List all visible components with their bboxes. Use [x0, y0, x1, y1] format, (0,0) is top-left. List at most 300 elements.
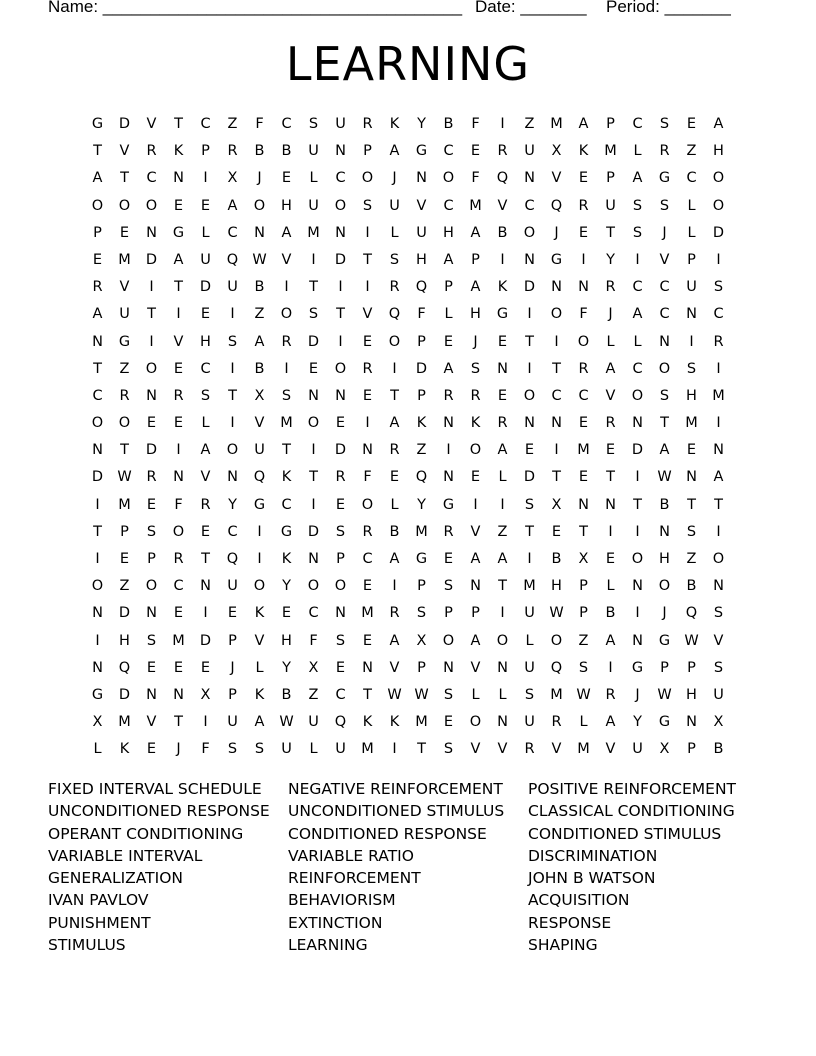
grid-letter[interactable]: R	[362, 360, 373, 377]
grid-letter[interactable]: K	[389, 116, 400, 132]
grid-letter[interactable]: R	[92, 279, 103, 296]
grid-letter[interactable]: T	[579, 523, 588, 540]
grid-letter[interactable]: U	[632, 741, 643, 758]
grid-letter[interactable]: I	[500, 496, 505, 513]
grid-letter[interactable]: H	[686, 686, 697, 703]
grid-letter[interactable]: K	[281, 551, 292, 567]
grid-letter[interactable]: R	[146, 469, 157, 486]
grid-letter[interactable]: X	[308, 659, 319, 676]
grid-letter[interactable]: I	[608, 523, 613, 540]
grid-letter[interactable]: G	[415, 143, 428, 160]
grid-letter[interactable]: A	[497, 551, 508, 567]
grid-letter[interactable]: S	[308, 306, 319, 323]
grid-letter[interactable]: O	[361, 170, 374, 187]
grid-letter[interactable]: E	[173, 197, 184, 214]
grid-letter[interactable]: P	[687, 251, 696, 268]
grid-letter[interactable]: E	[470, 143, 481, 160]
grid-letter[interactable]: B	[254, 360, 265, 377]
grid-letter[interactable]: L	[498, 686, 507, 703]
grid-letter[interactable]: N	[173, 469, 184, 486]
grid-letter[interactable]: F	[255, 116, 264, 132]
grid-letter[interactable]: O	[91, 197, 104, 214]
grid-letter[interactable]: E	[335, 496, 346, 513]
grid-letter[interactable]: N	[686, 306, 697, 323]
grid-letter[interactable]: S	[632, 224, 643, 241]
grid-letter[interactable]: C	[335, 170, 346, 187]
grid-letter[interactable]: D	[334, 442, 347, 459]
grid-letter[interactable]: N	[335, 605, 346, 622]
grid-letter[interactable]: E	[173, 659, 184, 676]
grid-letter[interactable]: I	[365, 279, 370, 296]
grid-letter[interactable]: Y	[282, 578, 291, 595]
grid-letter[interactable]: V	[362, 306, 373, 323]
grid-letter[interactable]: N	[659, 333, 670, 350]
grid-letter[interactable]: I	[365, 415, 370, 432]
grid-letter[interactable]: E	[362, 632, 373, 649]
grid-letter[interactable]: E	[605, 442, 616, 459]
grid-letter[interactable]: D	[199, 632, 212, 649]
grid-letter[interactable]: P	[93, 224, 102, 241]
grid-letter[interactable]: X	[227, 170, 238, 187]
grid-letter[interactable]: P	[579, 578, 588, 595]
grid-letter[interactable]: L	[606, 333, 615, 350]
grid-letter[interactable]: E	[497, 387, 508, 404]
grid-letter[interactable]: V	[659, 251, 670, 268]
grid-letter[interactable]: V	[470, 523, 481, 540]
grid-letter[interactable]: P	[336, 551, 345, 567]
grid-letter[interactable]: K	[362, 714, 373, 731]
grid-letter[interactable]: V	[281, 251, 292, 268]
grid-letter[interactable]: Y	[417, 496, 426, 513]
grid-letter[interactable]: S	[659, 387, 670, 404]
grid-letter[interactable]: T	[606, 224, 615, 241]
grid-letter[interactable]: I	[716, 251, 721, 268]
grid-letter[interactable]: Q	[415, 279, 428, 296]
grid-letter[interactable]: J	[662, 605, 667, 622]
grid-letter[interactable]: N	[497, 360, 508, 377]
grid-letter[interactable]: P	[606, 170, 615, 187]
grid-letter[interactable]: T	[147, 306, 156, 323]
grid-letter[interactable]: E	[362, 387, 373, 404]
grid-letter[interactable]: F	[471, 116, 480, 132]
grid-letter[interactable]: C	[200, 360, 211, 377]
grid-letter[interactable]: H	[281, 632, 292, 649]
grid-letter[interactable]: T	[552, 469, 561, 486]
grid-letter[interactable]: P	[417, 387, 426, 404]
grid-letter[interactable]: F	[363, 469, 372, 486]
grid-letter[interactable]: R	[524, 741, 535, 758]
grid-letter[interactable]: C	[551, 387, 562, 404]
period-field-label[interactable]: Period: _______	[606, 0, 731, 16]
grid-letter[interactable]: J	[230, 659, 235, 676]
grid-letter[interactable]: C	[146, 170, 157, 187]
grid-letter[interactable]: T	[606, 469, 615, 486]
word-search-grid[interactable]	[84, 111, 732, 764]
grid-letter[interactable]: Z	[227, 116, 238, 132]
grid-letter[interactable]: V	[119, 143, 130, 160]
grid-letter[interactable]: I	[95, 632, 100, 649]
grid-letter[interactable]: L	[633, 333, 642, 350]
grid-letter[interactable]: O	[91, 415, 104, 432]
grid-letter[interactable]: E	[281, 605, 292, 622]
grid-letter[interactable]: G	[496, 306, 509, 323]
grid-letter[interactable]: R	[335, 469, 346, 486]
grid-letter[interactable]: R	[497, 143, 508, 160]
grid-letter[interactable]: O	[307, 578, 320, 595]
grid-letter[interactable]: T	[174, 714, 183, 731]
grid-letter[interactable]: F	[174, 496, 183, 513]
grid-letter[interactable]: N	[443, 659, 454, 676]
grid-letter[interactable]: U	[524, 714, 535, 731]
grid-letter[interactable]: L	[687, 224, 696, 241]
grid-letter[interactable]: N	[632, 578, 643, 595]
grid-letter[interactable]: O	[253, 578, 266, 595]
grid-letter[interactable]: L	[309, 741, 318, 758]
grid-letter[interactable]: H	[551, 578, 562, 595]
grid-letter[interactable]: H	[470, 306, 481, 323]
grid-letter[interactable]: P	[417, 578, 426, 595]
grid-letter[interactable]: E	[173, 605, 184, 622]
grid-letter[interactable]: S	[659, 116, 670, 132]
grid-letter[interactable]: B	[389, 523, 400, 540]
grid-letter[interactable]: I	[527, 306, 532, 323]
grid-letter[interactable]: N	[335, 387, 346, 404]
grid-letter[interactable]: Q	[550, 659, 563, 676]
grid-letter[interactable]: T	[120, 170, 129, 187]
grid-letter[interactable]: A	[389, 143, 400, 160]
grid-letter[interactable]: Q	[118, 659, 131, 676]
grid-letter[interactable]: N	[551, 415, 562, 432]
grid-letter[interactable]: B	[713, 741, 724, 758]
grid-letter[interactable]: A	[389, 415, 400, 432]
grid-letter[interactable]: X	[578, 551, 589, 567]
grid-letter[interactable]: U	[389, 197, 400, 214]
grid-letter[interactable]: M	[550, 116, 563, 132]
grid-letter[interactable]: R	[389, 605, 400, 622]
grid-letter[interactable]: Q	[550, 197, 563, 214]
grid-letter[interactable]: A	[605, 632, 616, 649]
grid-letter[interactable]: V	[416, 197, 427, 214]
grid-letter[interactable]: G	[658, 632, 671, 649]
grid-letter[interactable]: V	[254, 632, 265, 649]
grid-letter[interactable]: V	[146, 116, 157, 132]
grid-letter[interactable]: G	[658, 714, 671, 731]
grid-letter[interactable]: L	[633, 143, 642, 160]
grid-letter[interactable]: D	[118, 605, 131, 622]
grid-letter[interactable]: E	[686, 116, 697, 132]
grid-letter[interactable]: E	[443, 714, 454, 731]
grid-letter[interactable]: T	[309, 469, 318, 486]
grid-letter[interactable]: Q	[496, 170, 509, 187]
grid-letter[interactable]: I	[635, 469, 640, 486]
grid-letter[interactable]: B	[659, 496, 670, 513]
grid-letter[interactable]: J	[257, 170, 262, 187]
grid-letter[interactable]: S	[524, 686, 535, 703]
grid-letter[interactable]: G	[658, 170, 671, 187]
grid-letter[interactable]: D	[415, 360, 428, 377]
grid-letter[interactable]: B	[686, 578, 697, 595]
grid-letter[interactable]: C	[443, 197, 454, 214]
grid-letter[interactable]: J	[635, 686, 640, 703]
grid-letter[interactable]: E	[578, 224, 589, 241]
grid-letter[interactable]: W	[657, 686, 672, 703]
grid-letter[interactable]: G	[172, 224, 185, 241]
grid-letter[interactable]: P	[120, 523, 129, 540]
grid-letter[interactable]: U	[524, 143, 535, 160]
grid-letter[interactable]: X	[551, 496, 562, 513]
grid-letter[interactable]: A	[497, 442, 508, 459]
grid-letter[interactable]: N	[227, 469, 238, 486]
grid-letter[interactable]: C	[200, 116, 211, 132]
grid-letter[interactable]: L	[579, 714, 588, 731]
grid-letter[interactable]: H	[659, 551, 670, 567]
grid-letter[interactable]: V	[173, 333, 184, 350]
grid-letter[interactable]: I	[230, 415, 235, 432]
grid-letter[interactable]: N	[173, 170, 184, 187]
grid-letter[interactable]: K	[281, 469, 292, 486]
grid-letter[interactable]: N	[470, 578, 481, 595]
grid-letter[interactable]: F	[309, 632, 318, 649]
grid-letter[interactable]: U	[308, 143, 319, 160]
grid-letter[interactable]: O	[253, 197, 266, 214]
grid-letter[interactable]: N	[92, 333, 103, 350]
grid-letter[interactable]: I	[500, 605, 505, 622]
grid-letter[interactable]: A	[443, 251, 454, 268]
grid-letter[interactable]: H	[281, 197, 292, 214]
grid-letter[interactable]: U	[416, 224, 427, 241]
grid-letter[interactable]: A	[632, 306, 643, 323]
grid-letter[interactable]: C	[659, 306, 670, 323]
grid-letter[interactable]: R	[605, 686, 616, 703]
grid-letter[interactable]: I	[581, 251, 586, 268]
grid-letter[interactable]: W	[279, 714, 294, 731]
grid-letter[interactable]: R	[659, 143, 670, 160]
grid-letter[interactable]: E	[227, 605, 238, 622]
grid-letter[interactable]: K	[254, 605, 265, 622]
grid-letter[interactable]: U	[605, 197, 616, 214]
grid-letter[interactable]: N	[146, 224, 157, 241]
grid-letter[interactable]: I	[473, 496, 478, 513]
grid-letter[interactable]: I	[338, 333, 343, 350]
grid-letter[interactable]: R	[362, 116, 373, 132]
grid-letter[interactable]: E	[389, 469, 400, 486]
grid-letter[interactable]: O	[496, 632, 509, 649]
grid-letter[interactable]: E	[146, 496, 157, 513]
grid-letter[interactable]: R	[497, 415, 508, 432]
grid-letter[interactable]: B	[497, 224, 508, 241]
grid-letter[interactable]: W	[117, 469, 132, 486]
grid-letter[interactable]: X	[713, 714, 724, 731]
grid-letter[interactable]: X	[254, 387, 265, 404]
grid-letter[interactable]: O	[469, 442, 482, 459]
grid-letter[interactable]: B	[281, 686, 292, 703]
grid-letter[interactable]: O	[91, 578, 104, 595]
grid-letter[interactable]: B	[254, 143, 265, 160]
grid-letter[interactable]: X	[416, 632, 427, 649]
grid-letter[interactable]: O	[361, 496, 374, 513]
grid-letter[interactable]: V	[146, 714, 157, 731]
grid-letter[interactable]: R	[605, 279, 616, 296]
date-field-label[interactable]: Date: _______	[475, 0, 587, 16]
grid-letter[interactable]: D	[631, 442, 644, 459]
grid-letter[interactable]: R	[200, 496, 211, 513]
grid-letter[interactable]: E	[578, 170, 589, 187]
grid-letter[interactable]: O	[631, 387, 644, 404]
grid-letter[interactable]: U	[335, 116, 346, 132]
grid-letter[interactable]: V	[254, 415, 265, 432]
grid-letter[interactable]: E	[443, 551, 454, 567]
grid-letter[interactable]: Z	[578, 632, 589, 649]
grid-letter[interactable]: E	[362, 578, 373, 595]
grid-letter[interactable]: A	[227, 197, 238, 214]
grid-letter[interactable]: C	[92, 387, 103, 404]
grid-letter[interactable]: I	[95, 496, 100, 513]
grid-letter[interactable]: H	[200, 333, 211, 350]
grid-letter[interactable]: U	[281, 741, 292, 758]
grid-letter[interactable]: V	[497, 197, 508, 214]
grid-letter[interactable]: E	[335, 659, 346, 676]
grid-letter[interactable]: O	[172, 523, 185, 540]
grid-letter[interactable]: H	[119, 632, 130, 649]
grid-letter[interactable]: O	[334, 578, 347, 595]
grid-letter[interactable]: I	[716, 360, 721, 377]
grid-letter[interactable]: I	[311, 442, 316, 459]
grid-letter[interactable]: T	[93, 523, 102, 540]
grid-letter[interactable]: U	[686, 279, 697, 296]
grid-letter[interactable]: I	[284, 360, 289, 377]
name-field-label[interactable]: Name: ______________________________________	[48, 0, 463, 16]
grid-letter[interactable]: S	[254, 741, 265, 758]
grid-letter[interactable]: M	[712, 387, 725, 404]
grid-letter[interactable]: S	[686, 523, 697, 540]
grid-letter[interactable]: D	[199, 279, 212, 296]
grid-letter[interactable]: E	[308, 360, 319, 377]
grid-letter[interactable]: E	[146, 741, 157, 758]
grid-letter[interactable]: W	[684, 632, 699, 649]
grid-letter[interactable]: N	[497, 659, 508, 676]
grid-letter[interactable]: L	[201, 415, 210, 432]
grid-letter[interactable]: T	[120, 442, 129, 459]
grid-letter[interactable]: W	[414, 686, 429, 703]
grid-letter[interactable]: U	[524, 605, 535, 622]
grid-letter[interactable]: D	[523, 469, 536, 486]
grid-letter[interactable]: A	[254, 333, 265, 350]
grid-letter[interactable]: R	[227, 143, 238, 160]
grid-letter[interactable]: S	[686, 360, 697, 377]
grid-letter[interactable]: D	[523, 279, 536, 296]
grid-letter[interactable]: N	[335, 143, 346, 160]
grid-letter[interactable]: J	[176, 741, 181, 758]
grid-letter[interactable]: E	[173, 360, 184, 377]
grid-letter[interactable]: A	[389, 632, 400, 649]
grid-letter[interactable]: Z	[686, 143, 697, 160]
grid-letter[interactable]: S	[632, 197, 643, 214]
grid-letter[interactable]: A	[470, 224, 481, 241]
grid-letter[interactable]: P	[579, 605, 588, 622]
grid-letter[interactable]: I	[338, 279, 343, 296]
grid-letter[interactable]: T	[336, 306, 345, 323]
grid-letter[interactable]: P	[201, 143, 210, 160]
grid-letter[interactable]: O	[442, 170, 455, 187]
grid-letter[interactable]: Q	[226, 251, 239, 268]
grid-letter[interactable]: O	[523, 387, 536, 404]
grid-letter[interactable]: E	[146, 659, 157, 676]
grid-letter[interactable]: M	[415, 714, 428, 731]
grid-letter[interactable]: L	[687, 197, 696, 214]
grid-letter[interactable]: N	[92, 659, 103, 676]
grid-letter[interactable]: R	[551, 714, 562, 731]
grid-letter[interactable]: R	[119, 387, 130, 404]
grid-letter[interactable]: D	[307, 523, 320, 540]
grid-letter[interactable]: T	[174, 279, 183, 296]
grid-letter[interactable]: B	[605, 605, 616, 622]
grid-letter[interactable]: F	[579, 306, 588, 323]
grid-letter[interactable]: S	[713, 605, 724, 622]
grid-letter[interactable]: D	[307, 333, 320, 350]
grid-letter[interactable]: S	[308, 116, 319, 132]
grid-letter[interactable]: G	[631, 659, 644, 676]
grid-letter[interactable]: U	[227, 714, 238, 731]
grid-letter[interactable]: S	[335, 523, 346, 540]
grid-letter[interactable]: E	[200, 306, 211, 323]
grid-letter[interactable]: T	[687, 496, 696, 513]
grid-letter[interactable]: W	[657, 469, 672, 486]
grid-letter[interactable]: Y	[228, 496, 237, 513]
grid-letter[interactable]: C	[632, 116, 643, 132]
grid-letter[interactable]: Z	[497, 523, 508, 540]
grid-letter[interactable]: D	[118, 116, 131, 132]
grid-letter[interactable]: C	[713, 306, 724, 323]
grid-letter[interactable]: V	[605, 741, 616, 758]
grid-letter[interactable]: C	[281, 116, 292, 132]
grid-letter[interactable]: A	[443, 360, 454, 377]
grid-letter[interactable]: M	[577, 442, 590, 459]
grid-letter[interactable]: S	[713, 279, 724, 296]
grid-letter[interactable]: S	[443, 578, 454, 595]
grid-letter[interactable]: M	[550, 686, 563, 703]
grid-letter[interactable]: I	[284, 279, 289, 296]
grid-letter[interactable]: K	[578, 143, 589, 160]
grid-letter[interactable]: R	[443, 387, 454, 404]
grid-letter[interactable]: E	[497, 333, 508, 350]
grid-letter[interactable]: T	[714, 496, 723, 513]
grid-letter[interactable]: T	[417, 741, 426, 758]
grid-letter[interactable]: O	[334, 197, 347, 214]
grid-letter[interactable]: I	[716, 523, 721, 540]
grid-letter[interactable]: C	[335, 686, 346, 703]
grid-letter[interactable]: T	[525, 333, 534, 350]
grid-letter[interactable]: U	[119, 306, 130, 323]
grid-letter[interactable]: O	[307, 415, 320, 432]
grid-letter[interactable]: I	[392, 741, 397, 758]
grid-letter[interactable]: N	[308, 551, 319, 567]
grid-letter[interactable]: P	[417, 659, 426, 676]
grid-letter[interactable]: N	[416, 170, 427, 187]
grid-letter[interactable]: O	[145, 578, 158, 595]
grid-letter[interactable]: V	[389, 659, 400, 676]
grid-letter[interactable]: I	[689, 333, 694, 350]
grid-letter[interactable]: N	[146, 387, 157, 404]
grid-letter[interactable]: T	[525, 523, 534, 540]
grid-letter[interactable]: T	[282, 442, 291, 459]
grid-letter[interactable]: A	[470, 632, 481, 649]
grid-letter[interactable]: C	[281, 496, 292, 513]
grid-letter[interactable]: S	[146, 523, 157, 540]
grid-letter[interactable]: T	[174, 116, 183, 132]
grid-letter[interactable]: O	[334, 360, 347, 377]
grid-letter[interactable]: T	[363, 686, 372, 703]
grid-letter[interactable]: L	[606, 578, 615, 595]
